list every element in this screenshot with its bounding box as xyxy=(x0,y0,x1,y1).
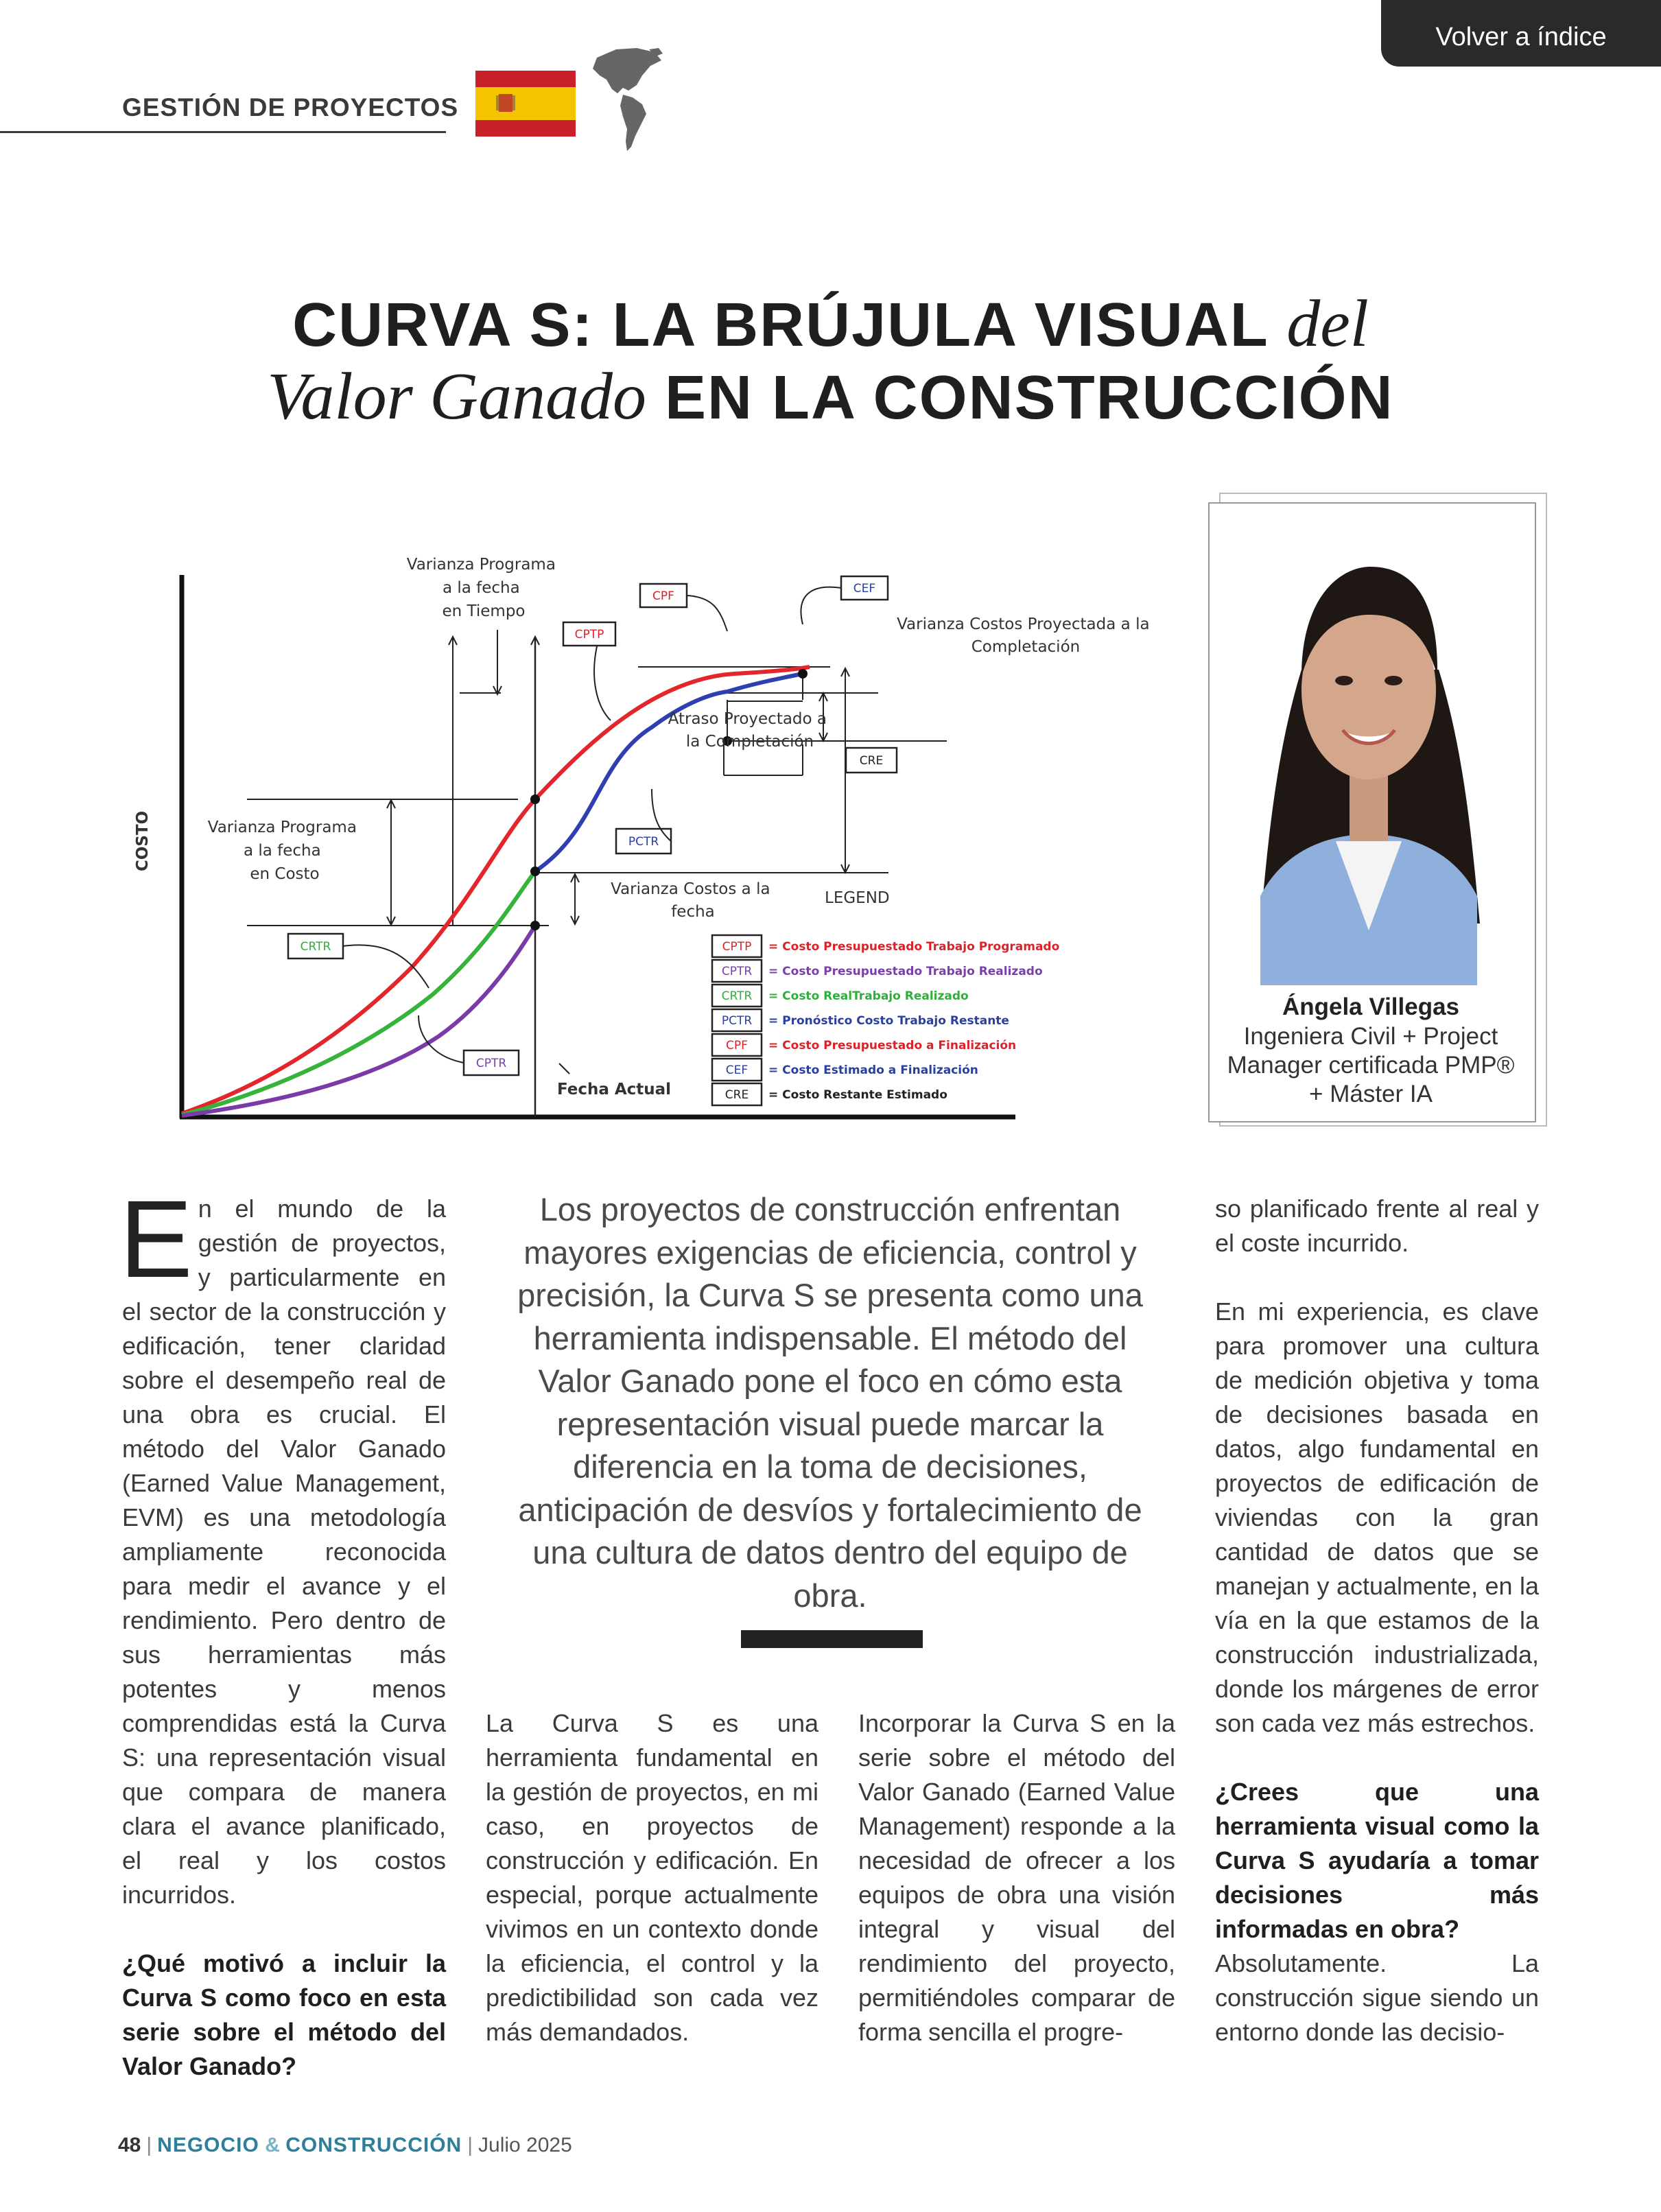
var-costos-fecha-label: Varianza Costos a la fecha xyxy=(611,880,770,921)
legend-row-cpf xyxy=(712,1034,1016,1056)
cptr-box xyxy=(464,1050,519,1075)
legend-text: = Costo Estimado a Finalización xyxy=(768,1063,978,1077)
author-name: Ángela Villegas xyxy=(1282,993,1460,1020)
back-to-index-link[interactable]: Volver a índice xyxy=(1381,0,1661,67)
section-rule xyxy=(0,131,446,133)
body-column-2 xyxy=(486,1706,818,2084)
fecha-actual-label: Fecha Actual xyxy=(556,1081,672,1098)
title-line2-bold: EN LA CONSTRUCCIÓN xyxy=(665,364,1394,432)
var-prog-tiempo-label: Varianza Programa a la fecha en Tiempo xyxy=(406,556,556,620)
interview-question-2: ¿Crees que una herramienta visual como la Curva S ayudaría a tomar decisiones más informadas en obra? xyxy=(1215,1778,1539,1943)
legend-text: = Costo Presupuestado Trabajo Realizado xyxy=(768,965,1043,978)
cptp-box xyxy=(563,622,615,646)
chart-legend xyxy=(712,935,1059,1105)
svg-text:CRTR: CRTR xyxy=(300,940,331,954)
svg-text:CPF: CPF xyxy=(652,589,674,603)
title-line2-italic: Valor Ganado xyxy=(267,360,646,434)
svg-text:CPTP: CPTP xyxy=(574,628,604,642)
drop-cap: E xyxy=(119,1177,193,1300)
section-label: GESTIÓN DE PROYECTOS xyxy=(122,93,459,121)
answer-paragraph-1: La Curva S es una herramienta fundamental en la gestión de proyectos, en mi caso, en proyectos de construcción y edificación. En especial, porque actualmente vivimos en un contexto donde la eficiencia, el control y la predictibilidad son cada vez más demandados. xyxy=(486,1709,818,2046)
cre-box xyxy=(846,748,897,773)
var-costos-proy-label: Varianza Costos Proyectada a la Completación xyxy=(897,615,1150,656)
americas-map-icon xyxy=(583,45,665,155)
svg-text:CRE: CRE xyxy=(859,754,884,768)
legend-code: CPF xyxy=(726,1039,748,1052)
svg-text:CPTR: CPTR xyxy=(475,1057,507,1070)
cptr-curve xyxy=(182,926,535,1116)
pull-quote: Los proyectos de construcción enfrentan mayores exigencias de eficiencia, control y precisión, la Curva S se presenta como una herramienta indispensable. El método del Valor Ganado pone el foco en cómo esta representación visual puede marcar la diferencia en la toma de decisiones, anticipación de desvíos y fortalecimiento de una cultura de datos dentro del equipo de obra. xyxy=(517,1191,1143,1614)
crtr-box xyxy=(288,934,343,958)
legend-code: CRTR xyxy=(721,989,753,1003)
legend-row-cptp xyxy=(712,935,1059,957)
brand-name-2: CONSTRUCCIÓN xyxy=(285,2134,462,2156)
legend-row-crtr xyxy=(712,985,969,1007)
svg-text:PCTR: PCTR xyxy=(628,835,659,849)
legend-text: = Costo Restante Estimado xyxy=(768,1088,947,1102)
answer-paragraph-2: Incorporar la Curva S en la serie sobre el método del Valor Ganado (Earned Value Management) responde a la necesidad de ofrecer a los equipos de obra una visión integral y visual del rendimiento del proyecto, permitiéndoles comparar de forma sencilla el progre- xyxy=(858,1709,1175,2046)
legend-row-pctr xyxy=(712,1009,1009,1031)
brand-ampersand: & xyxy=(265,2134,280,2156)
svg-text:CEF: CEF xyxy=(853,582,876,596)
page-footer: 48 | NEGOCIO & CONSTRUCCIÓN | Julio 2025 xyxy=(118,2134,572,2156)
answer-paragraph-5: Absolutamente. La construcción sigue siendo un entorno donde las decisio- xyxy=(1215,1949,1539,2046)
author-role-line1: Ingeniera Civil + Project xyxy=(1243,1023,1498,1050)
legend-code: CPTR xyxy=(721,965,753,978)
answer-paragraph-4: En mi experiencia, es clave para promover una cultura de medición objetiva y toma de decisiones basada en datos, algo fundamental en proyectos de edificación de viviendas con la gran cantidad de datos que se manejan y actualmente, en la vía en la que estamos de la construcción industrializada, donde los márgenes de error son cada vez más estrechos. xyxy=(1215,1297,1539,1737)
author-role-line3: + Máster IA xyxy=(1309,1081,1433,1107)
title-line1-bold: CURVA S: LA BRÚJULA VISUAL xyxy=(292,291,1269,360)
legend-text: = Pronóstico Costo Trabajo Restante xyxy=(768,1014,1009,1028)
legend-text: = Costo RealTrabajo Realizado xyxy=(768,989,969,1003)
body-column-1 xyxy=(119,1177,446,2118)
var-prog-costo-label: Varianza Programa a la fecha en Costo xyxy=(207,819,357,883)
crtr-curve xyxy=(182,871,535,1115)
legend-row-cef xyxy=(712,1059,978,1081)
s-curve-figure xyxy=(117,542,1187,1132)
answer-paragraph-3: so planificado frente al real y el coste incurrido. xyxy=(1215,1195,1539,1257)
issue-date: Julio 2025 xyxy=(478,2134,572,2156)
legend-title: LEGEND xyxy=(825,889,890,907)
body-column-4 xyxy=(1215,1192,1539,2084)
author-role xyxy=(1208,1022,1533,1109)
body-column-3 xyxy=(858,1706,1175,2084)
legend-code: CPTP xyxy=(722,940,752,954)
legend-row-cptr xyxy=(712,960,1043,982)
spain-flag-icon xyxy=(475,71,576,137)
article-title xyxy=(137,288,1524,434)
s-curve-diagram xyxy=(117,542,1187,1132)
author-role-line2: Manager certificada PMP® xyxy=(1227,1052,1515,1079)
pull-quote-bar xyxy=(741,1630,923,1648)
interview-question-1: ¿Qué motivó a incluir la Curva S como foco en esta serie sobre el método del Valor Ganado? xyxy=(122,1949,446,2080)
author-photo xyxy=(1219,512,1518,985)
legend-row-cre xyxy=(712,1083,947,1105)
legend-text: = Costo Presupuestado Trabajo Programado xyxy=(768,940,1060,954)
page-number: 48 xyxy=(118,2134,141,2156)
cef-box xyxy=(841,576,888,600)
cpf-box xyxy=(640,584,687,607)
legend-code: CRE xyxy=(725,1088,749,1102)
y-axis-label: COSTO xyxy=(134,810,152,871)
atraso-label: Atraso Proyectado a la Completación xyxy=(668,710,827,751)
brand-name-1: NEGOCIO xyxy=(157,2134,259,2156)
title-line1-italic: del xyxy=(1286,287,1369,361)
legend-code: PCTR xyxy=(721,1014,753,1028)
intro-paragraph: n el mundo de la gestión de proyectos, y particularmente en el sector de la construcción y edificación, tener claridad sobre el desempeño real de una obra es crucial. El método del Valor Ganado (Earned Value Management, EVM) es una metodología ampliamente reconocida para medir el avance y el rendimiento. Pero dentro de sus herramientas más potentes y menos comprendidas está la Curva S: una representación visual que compara de manera clara el avance planificado, el real y los costos incurridos. xyxy=(122,1195,446,1909)
legend-code: CEF xyxy=(725,1063,749,1077)
legend-text: = Costo Presupuestado a Finalización xyxy=(768,1039,1017,1052)
